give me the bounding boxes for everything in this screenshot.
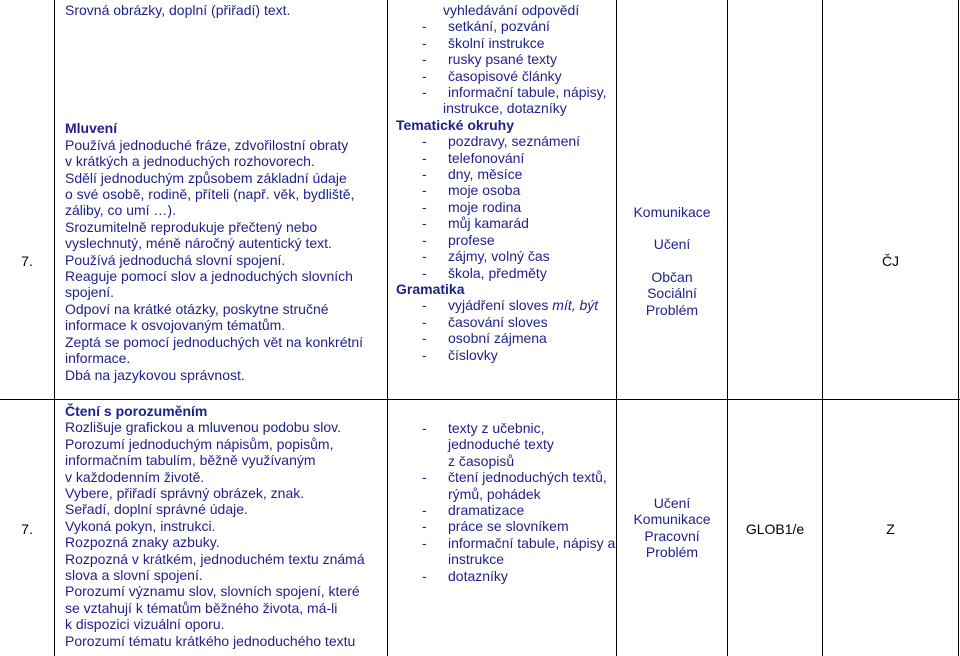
row1-content [396, 2, 614, 363]
outcome-line: Rozpozná v krátkém, jednoduchém textu známá [65, 550, 365, 567]
grammar-item: - osobní zájmena [422, 330, 547, 347]
outcome-line: k dispozici vizuální oporu. [65, 616, 225, 633]
outcome-line: informace. [65, 350, 131, 367]
outcome-line: Rozpozná znaky azbuky. [65, 534, 220, 551]
content-line: jednoduché texty [448, 436, 554, 453]
theme-label: Občan [651, 268, 693, 285]
outcome-line: Sdělí jednoduchým způsobem základní údaje [65, 169, 347, 186]
grammar-list [396, 314, 614, 363]
outcome-line: Srovná obrázky, doplní (přiřadí) text. [65, 2, 291, 18]
section-heading: Mluvení [65, 120, 118, 137]
outcome-line: Srozumitelně reprodukuje přečtený nebo [65, 218, 318, 235]
outcome-line: Vykoná pokyn, instrukci. [65, 517, 216, 534]
outcome-list [65, 419, 385, 649]
outcome-line: informace k osvojovaným tématům. [65, 317, 286, 334]
grid-line [822, 0, 823, 656]
subject-label: Z [886, 521, 895, 537]
grid-line [387, 0, 388, 656]
outcome-line: Reaguje pomocí slov a jednoduchých slovních [65, 268, 353, 285]
outcome-line: Používá jednoduchá slovní spojení. [65, 251, 286, 268]
outcome-line: Rozlišuje grafickou a mluvenou podobu slov. [65, 419, 342, 436]
grid-line [958, 0, 959, 656]
row1-grade [0, 253, 54, 269]
content-line: rýmů, pohádek [448, 485, 541, 502]
grade-label: 7. [21, 521, 33, 537]
outcome-line: Porozumí tématu krátkého jednoduchého textu [65, 632, 356, 649]
topic-item: - moje osoba [422, 182, 521, 199]
topic-item: - můj kamarád [422, 215, 529, 232]
theme-label: Pracovní [644, 527, 700, 544]
outcome-line: Dbá na jazykovou správnost. [65, 366, 245, 383]
outcome-line: Odpoví na krátké otázky, poskytne stručné [65, 300, 329, 317]
outcome-line: o své osobě, rodině, příteli (např. věk, bydliště, [65, 186, 355, 203]
theme-label: Problém [645, 544, 699, 561]
theme-label: Problém [645, 301, 699, 318]
outcome-line: slova a slovní spojení. [65, 567, 203, 584]
outcome-list [65, 137, 385, 383]
theme-label: Učení [653, 495, 691, 511]
content-line: - informační tabule, nápisy, [422, 84, 607, 101]
grade-label: 7. [21, 253, 33, 269]
outcome-line: se vztahují k tématům běžného života, má-li [65, 599, 338, 616]
section-heading: Gramatika [396, 280, 465, 297]
subject-label: ČJ [881, 253, 900, 269]
outcome-line: vyslechnutý, méně náročný autentický text. [65, 235, 332, 252]
theme-label: Komunikace [633, 204, 711, 220]
theme-label: Komunikace [633, 511, 711, 528]
grid-line [54, 0, 55, 656]
content-list [396, 18, 614, 84]
row1-themes [617, 204, 727, 318]
row2-code [728, 521, 822, 537]
content-line: - setkání, pozvání [422, 18, 550, 35]
theme-label: Sociální [647, 285, 697, 302]
topic-item: - pozdravy, seznámení [422, 133, 581, 150]
content-line: - texty z učebnic, [422, 420, 545, 436]
content-line: vyhledávání odpovědí [443, 2, 580, 18]
grammar-item: - časování sloves [422, 313, 548, 330]
row2-content [396, 420, 614, 584]
outcome-line: Vybere, přiřadí správný obrázek, znak. [65, 485, 305, 502]
topic-item: - škola, předměty [422, 264, 547, 281]
content-list [396, 420, 614, 584]
outcome-line: Seřadí, doplní správné údaje. [65, 501, 248, 518]
content-line: - rusky psané texty [422, 51, 557, 68]
outcome-line: Používá jednoduché fráze, zdvořilostní obraty [65, 136, 349, 153]
row2-subject [823, 521, 958, 537]
row2-grade [0, 521, 54, 537]
topic-list [396, 133, 614, 281]
theme-label: Učení [653, 236, 691, 253]
grammar-item: - vyjádření sloves mít, být [422, 297, 599, 314]
outcome-line: Porozumí jednoduchým nápisům, popisům, [65, 435, 334, 452]
outcome-line: informačním tabulím, běžně využívaným [65, 452, 316, 469]
outcome-line: Porozumí významu slov, slovních spojení, které [65, 583, 360, 600]
section-heading: Čtení s porozuměním [65, 403, 208, 419]
content-line: instrukce, dotazníky [443, 100, 567, 117]
section-heading: Tematické okruhy [396, 116, 515, 133]
row2-themes [617, 495, 727, 561]
topic-item: - telefonování [422, 149, 525, 166]
outcome-line: Zeptá se pomocí jednoduchých vět na konkrétní [65, 333, 364, 350]
content-line: instrukce [448, 551, 505, 568]
topic-item: - dny, měsíce [422, 166, 523, 183]
content-line: - dramatizace [422, 502, 525, 519]
code-label: GLOB1/e [745, 521, 805, 537]
content-line: - čtení jednoduchých textů, [422, 469, 607, 486]
row1-subject [823, 253, 958, 269]
grammar-item: - číslovky [422, 346, 498, 363]
content-line: - školní instrukce [422, 34, 545, 51]
content-line: - dotazníky [422, 567, 508, 584]
content-line: - práce se slovníkem [422, 518, 569, 535]
grid-line [727, 0, 728, 656]
outcome-line: záliby, co umí …). [65, 202, 176, 219]
topic-item: - zájmy, volný čas [422, 248, 550, 265]
row1-outcomes [65, 2, 385, 383]
outcome-line: v každodenním životě. [65, 468, 205, 485]
grid-line [0, 399, 960, 400]
outcome-line: v krátkých a jednoduchých rozhovorech. [65, 153, 315, 170]
row2-outcomes [65, 403, 385, 649]
content-line: z časopisů [448, 452, 515, 469]
topic-item: - profese [422, 231, 495, 248]
content-line: - informační tabule, nápisy a [422, 534, 616, 551]
topic-item: - moje rodina [422, 198, 522, 215]
content-line: - časopisové články [422, 67, 562, 84]
outcome-line: spojení. [65, 284, 115, 301]
